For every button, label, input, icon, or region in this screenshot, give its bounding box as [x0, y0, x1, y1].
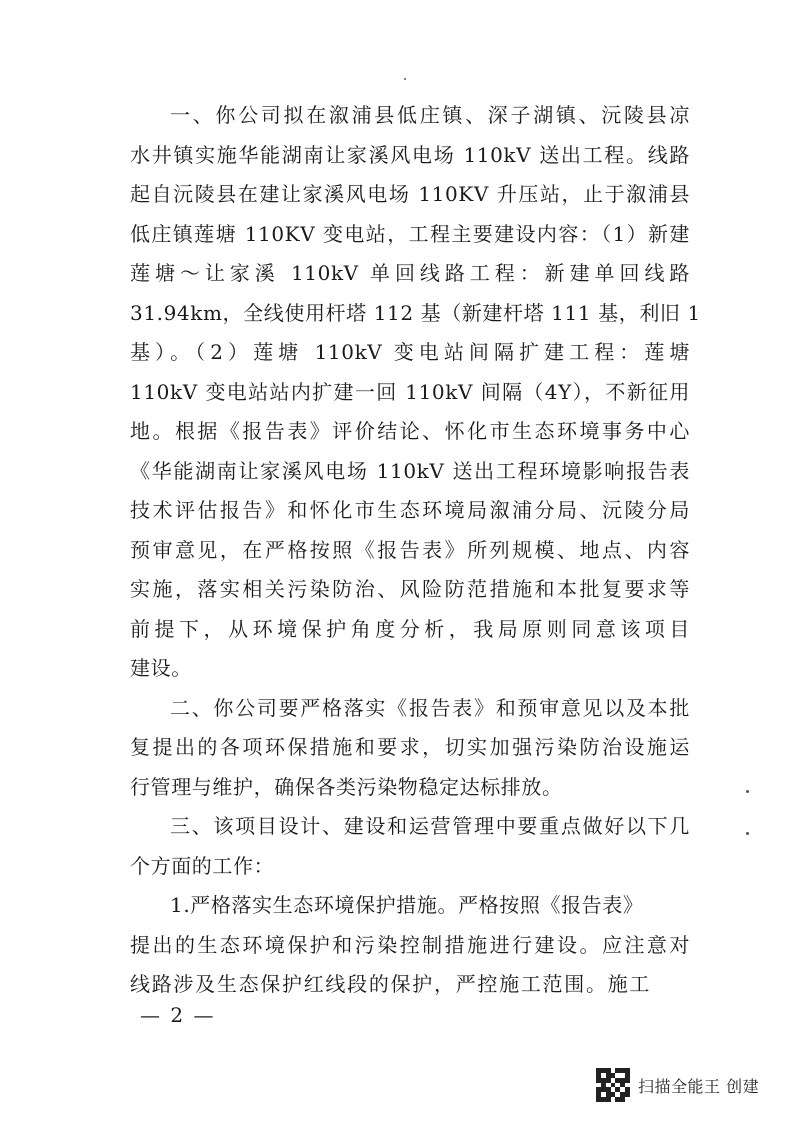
text-line: 110kV 变电站站内扩建一回 110kV 间隔（4Y），不新征用 [130, 379, 690, 404]
text-line: 《华能湖南让家溪风电场 110kV 送出工程环境影响报告表 [130, 458, 690, 483]
text-line: 基）。（2）莲塘 110kV 变电站间隔扩建工程：莲塘 [130, 340, 690, 364]
text-line: 莲塘～让家溪 110kV 单回线路工程：新建单回线路 [130, 261, 690, 285]
text-line: 二、你公司要严格落实《报告表》和预审意见以及本批 [170, 695, 690, 720]
paragraph-3 [130, 807, 690, 886]
text-line: 个方面的工作： [130, 853, 275, 878]
text-line: 线路涉及生态保护红线段的保护，严控施工范围。施工 [130, 972, 650, 996]
text-line: 前提下，从环境保护角度分析，我局原则同意该项目 [130, 616, 690, 641]
paragraph-4 [130, 886, 690, 1005]
document-body [130, 96, 701, 1005]
text-line: 三、该项目设计、建设和运营管理中要重点做好以下几 [170, 814, 690, 838]
paragraph-1 [130, 96, 701, 689]
text-line: 1.严格落实生态环境保护措施。严格按照《报告表》 [170, 893, 644, 917]
scan-speck [746, 832, 749, 835]
scan-speck [404, 78, 406, 80]
text-line: 复提出的各项环保措施和要求，切实加强污染防治设施运 [130, 735, 690, 759]
text-line: 水井镇实施华能湖南让家溪风电场 110kV 送出工程。线路 [130, 142, 690, 167]
text-line: 技术评估报告》和怀化市生态环境局溆浦分局、沅陵分局 [130, 498, 690, 522]
page-number: — 2 — [140, 1003, 216, 1027]
text-line: 低庄镇莲塘 110KV 变电站，工程主要建设内容：（1）新建 [130, 221, 690, 246]
text-line: 行管理与维护，确保各类污染物稳定达标排放。 [130, 774, 563, 799]
text-line: 地。根据《报告表》评价结论、怀化市生态环境事务中心 [130, 419, 690, 443]
scanner-watermark [596, 1068, 759, 1102]
text-line: 31.94km，全线使用杆塔 112 基（新建杆塔 111 基，利旧 1 [130, 300, 701, 325]
qr-code-icon [596, 1068, 630, 1102]
paragraph-2 [130, 689, 690, 808]
text-line: 起自沅陵县在建让家溪风电场 110KV 升压站，止于溆浦县 [130, 182, 690, 206]
text-line: 提出的生态环境保护和污染控制措施进行建设。应注意对 [130, 932, 690, 957]
text-line: 一、你公司拟在溆浦县低庄镇、深子湖镇、沅陵县凉 [170, 103, 690, 127]
text-line: 实施，落实相关污染防治、风险防范措施和本批复要求等 [130, 577, 690, 601]
scan-speck [746, 790, 749, 793]
text-line: 预审意见，在严格按照《报告表》所列规模、地点、内容 [130, 537, 690, 562]
watermark-text: 扫描全能王 创建 [638, 1076, 760, 1096]
text-line: 建设。 [130, 656, 192, 680]
